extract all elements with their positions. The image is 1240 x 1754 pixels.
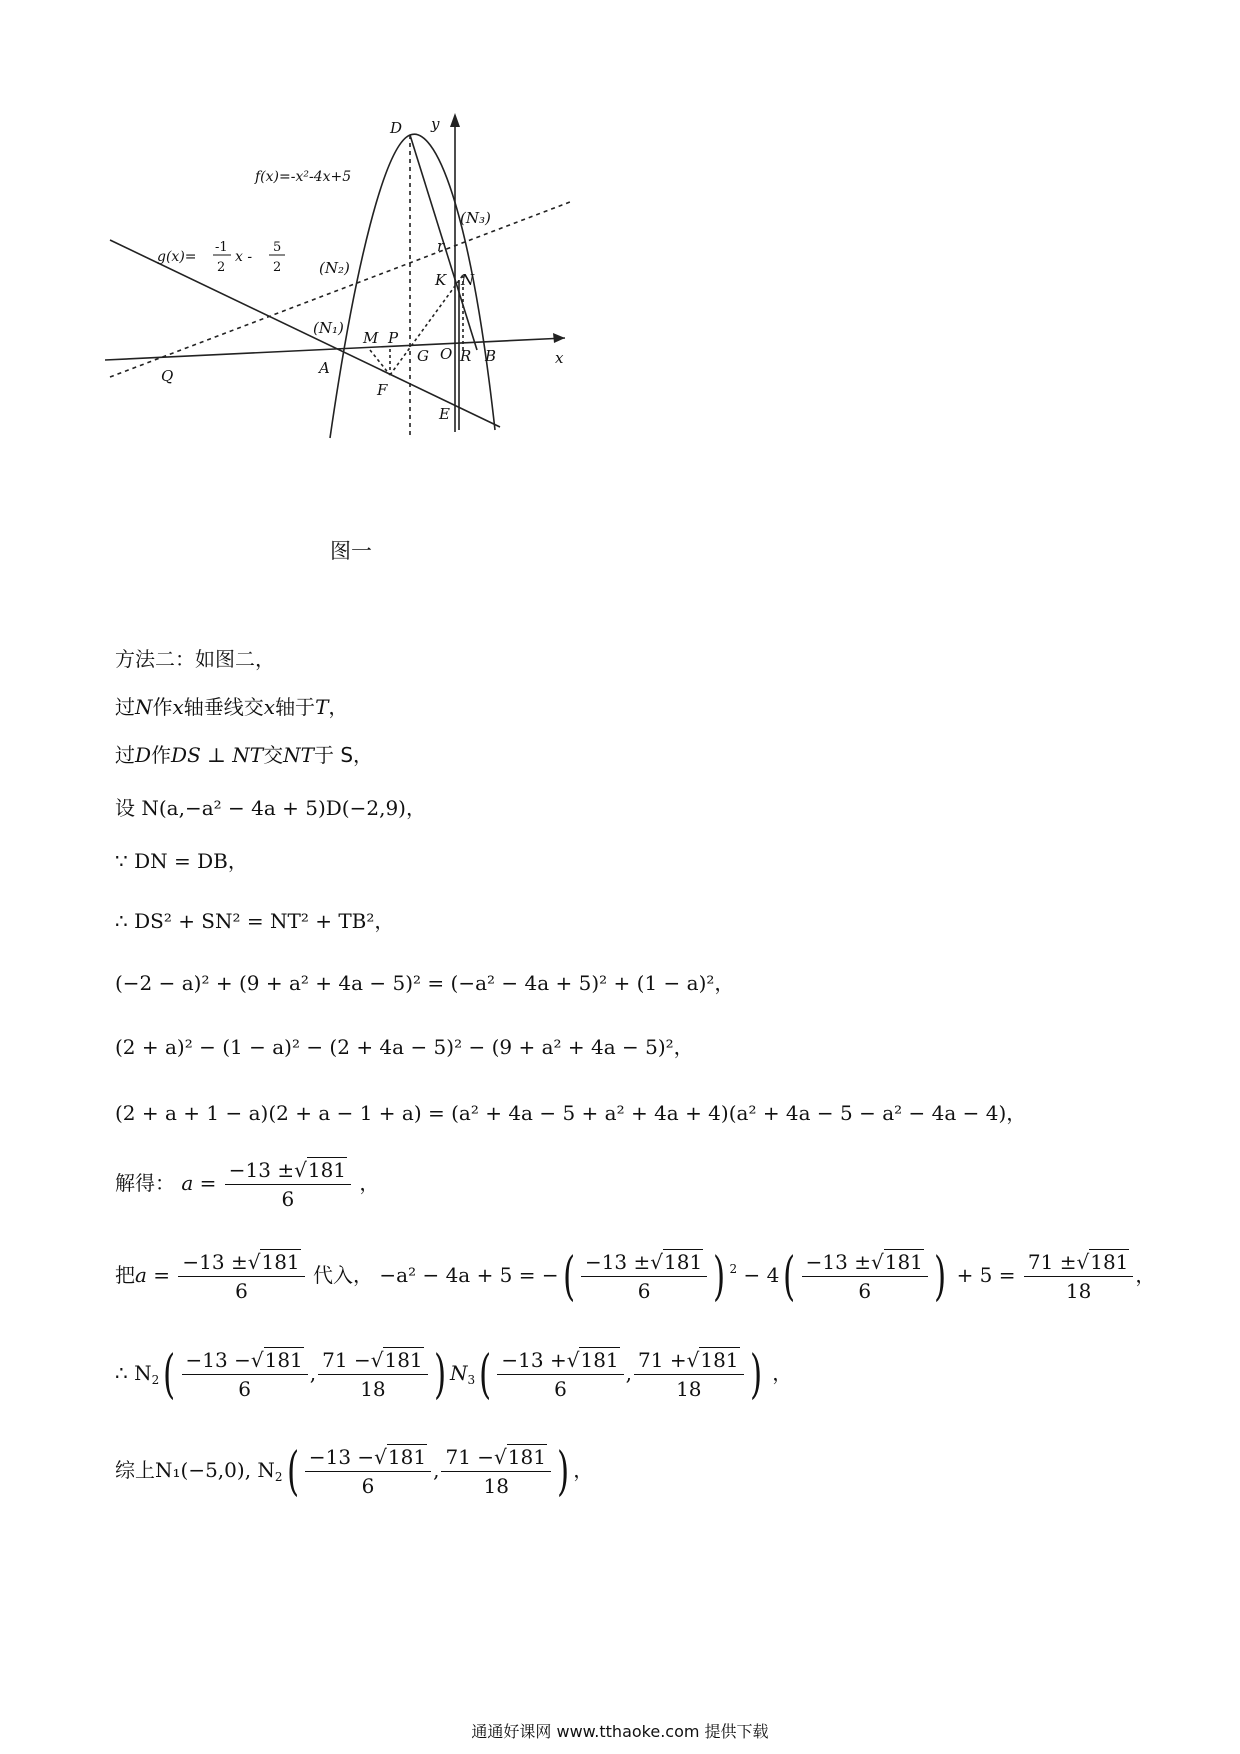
line-7: (−2 − a)² + (9 + a² + 4a − 5)² = (−a² − 4a + 5)² + (1 − a)²， [115,971,735,995]
label-N2: (N₂) [319,259,350,277]
substitute-line: 把a = $\frac{-13 \pm√181}{6}$ 代入， −a² − 4a + 5 = −( $\frac{-13 \pm√181}{6}$ ) $^2$ − 4( $\frac{-13 \pm√181}{6}$ ) + 5 = $\frac{71 \pm√181}{18}$ ， [115,1246,1156,1307]
method2-heading: 方法二：如图二， [115,647,275,671]
svg-text:x -: x - [235,249,253,265]
label-A: A [319,359,330,377]
figure-caption: 图一 [330,539,372,563]
therefore-line: ∴ $N_2$( $\frac{-13 -√181}{6}$ , $\frac{71 -√181}{18}$ ) $N_3$( $\frac{-13 +√181}{6}$ , $\frac{71 +√181}{18}$ ) ， [115,1344,793,1405]
line-8: (2 + a)² − (1 − a)² − (2 + 4a − 5)² − (9 + a² + 4a − 5)²， [115,1035,694,1059]
label-K: K [435,271,447,289]
line-5: ∵ DN = DB， [115,849,248,873]
figure-graph [105,105,605,495]
label-N: N [461,271,475,289]
solve-line: 解得： a = $\frac{-13 \pm√181}{6}$ ， [115,1158,380,1211]
label-Q: Q [161,367,174,385]
label-G: G [417,347,429,365]
label-R: R [460,347,472,365]
label-y: y [431,115,440,133]
g-line [110,240,500,427]
svg-text:2: 2 [273,260,282,275]
label-x: x [555,349,564,367]
svg-text:-1: -1 [215,240,228,255]
label-F: F [377,381,388,399]
line-3: 过D作DS ⊥ NT交NT于 S， [115,743,374,767]
line-6: ∴ DS² + SN² = NT² + TB²， [115,909,395,933]
label-D: D [390,119,403,137]
label-E: E [439,405,450,423]
line-4: 设 N(a,−a² − 4a + 5)D(−2,9)， [115,796,426,820]
line-9: (2 + a + 1 − a)(2 + a − 1 + a) = (a² + 4a − 5 + a² + 4a + 4)(a² + 4a − 5 − a² − 4a − 4)， [115,1101,1027,1125]
label-N3: (N₃) [460,209,491,227]
summary-line: 综上N₁(−5,0), $N_2$( $\frac{-13 -√181}{6}$ , $\frac{71 -√181}{18}$ ) ， [115,1441,594,1502]
label-B: B [485,347,497,365]
svg-text:2: 2 [217,260,226,275]
svg-text:5: 5 [273,240,282,255]
footer-credit: 通通好课网 www.tthaoke.com 提供下载 [471,1722,769,1741]
label-P: P [388,329,399,347]
label-O: O [440,345,453,363]
label-N1: (N₁) [313,319,344,337]
label-M: M [363,329,379,347]
label-r: r [437,237,445,255]
g-function-label: g(x)= [157,249,197,265]
f-function-label: f(x)=-x²-4x+5 [255,169,352,185]
line-2: 过N作x轴垂线交x轴于T， [115,695,349,719]
